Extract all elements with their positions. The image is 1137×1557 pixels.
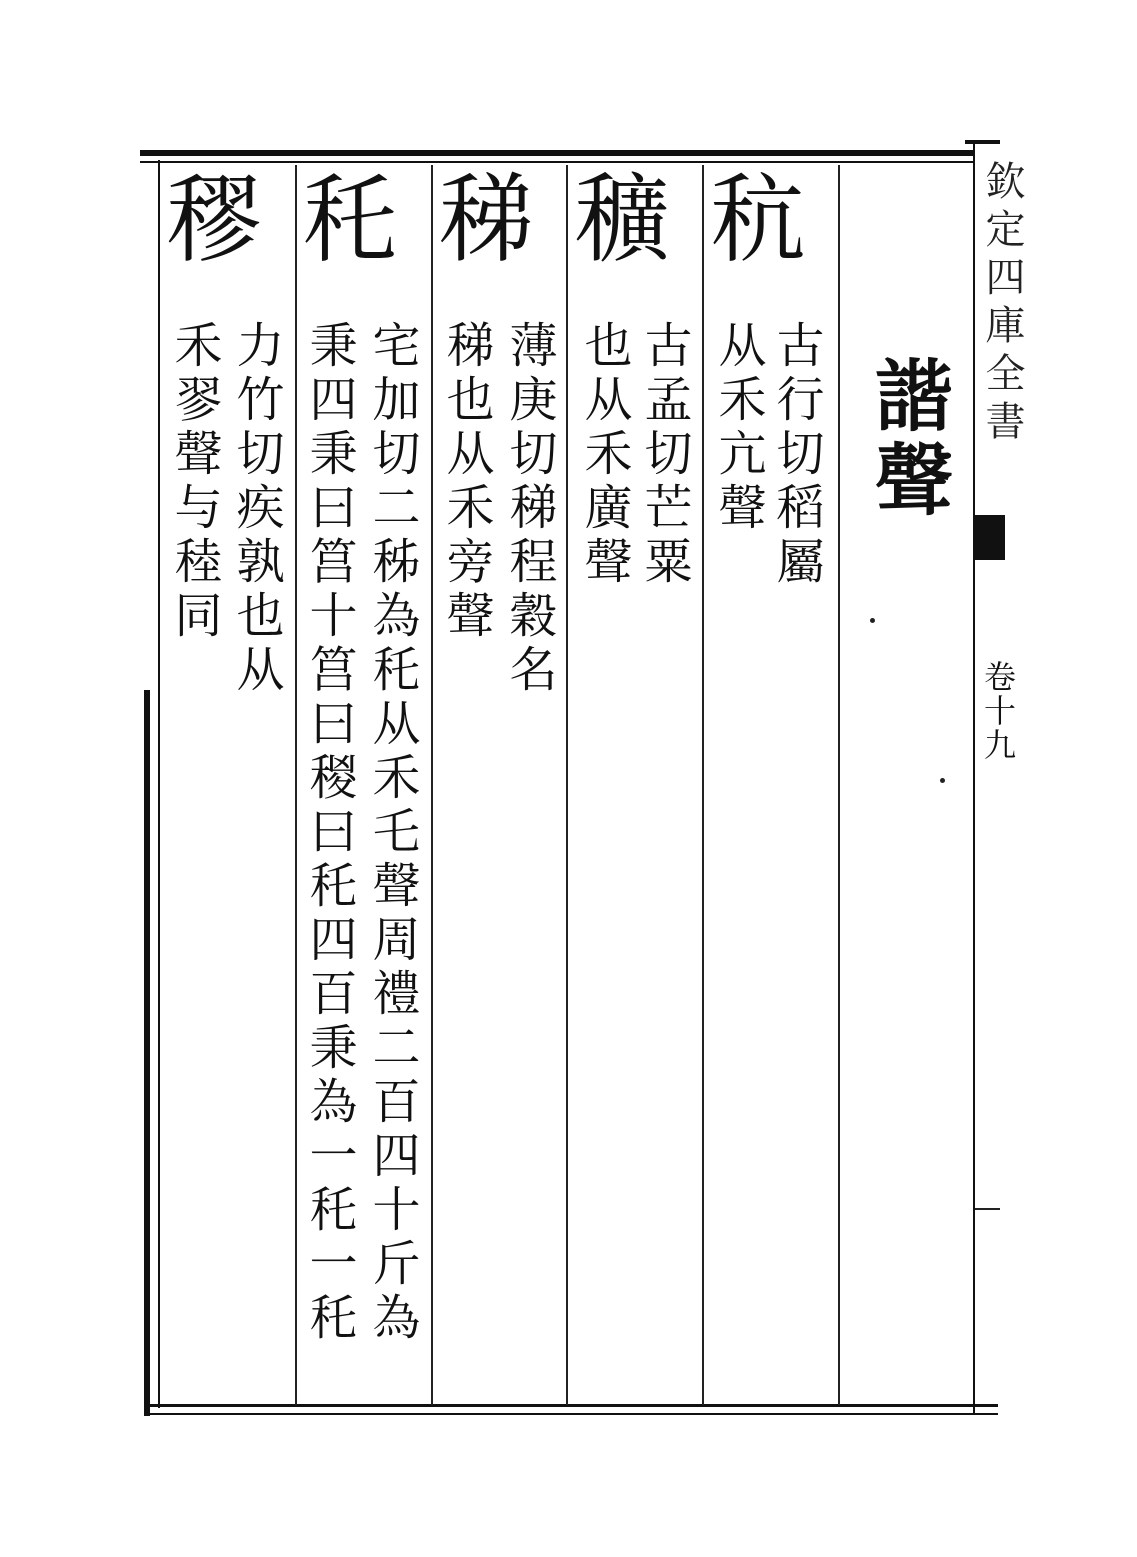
column-divider <box>431 165 433 1405</box>
entry-text-line: 稊也从禾旁聲 <box>438 320 494 644</box>
left-inner-rule <box>158 160 160 1408</box>
top-border-rule <box>140 150 975 156</box>
seal-character: 穋 <box>166 164 256 276</box>
seal-character: 秅 <box>302 164 392 276</box>
entry-text-line: 古行切稻屬 <box>768 320 824 590</box>
entry-text-line: 也从禾廣聲 <box>576 320 632 590</box>
seal-character: 秔 <box>710 164 800 276</box>
entry-text-line: 从禾亢聲 <box>710 320 766 536</box>
entry-text-line: 古孟切芒粟 <box>636 320 692 590</box>
margin-tick <box>975 1208 1000 1210</box>
entry-text-line: 禾翏聲与稑同 <box>166 320 222 644</box>
top-margin-rule <box>965 140 1000 144</box>
column-divider <box>295 165 297 1405</box>
seal-character: 稊 <box>438 164 528 276</box>
entry-text-line: 宅加切二秭為秅从禾乇聲周禮二百四十斤為 <box>364 320 420 1346</box>
top-border-inner-rule <box>140 161 975 163</box>
ink-speck <box>870 618 875 623</box>
column-divider <box>702 165 704 1405</box>
column-divider <box>838 165 840 1405</box>
entry-text-line: 薄庚切稊程穀名 <box>501 320 557 698</box>
entry-text-line: 力竹切疾孰也从 <box>228 320 284 698</box>
margin-divider-rule <box>973 140 975 1415</box>
bottom-border-inner-rule <box>148 1413 998 1415</box>
seal-character: 穬 <box>574 164 664 276</box>
ink-speck <box>940 778 945 783</box>
section-heading: 諧聲 <box>862 355 953 523</box>
left-border-rule <box>144 690 150 1416</box>
book-title: 欽定四庫全書 <box>979 160 1025 448</box>
volume-number: 卷十九 <box>979 660 1017 762</box>
column-divider <box>566 165 568 1405</box>
entry-text-line: 秉四秉曰筥十筥曰稯曰秅四百秉為一秅一秅 <box>301 320 357 1346</box>
bottom-border-rule <box>148 1404 998 1407</box>
fishtail-mark <box>975 515 1005 560</box>
